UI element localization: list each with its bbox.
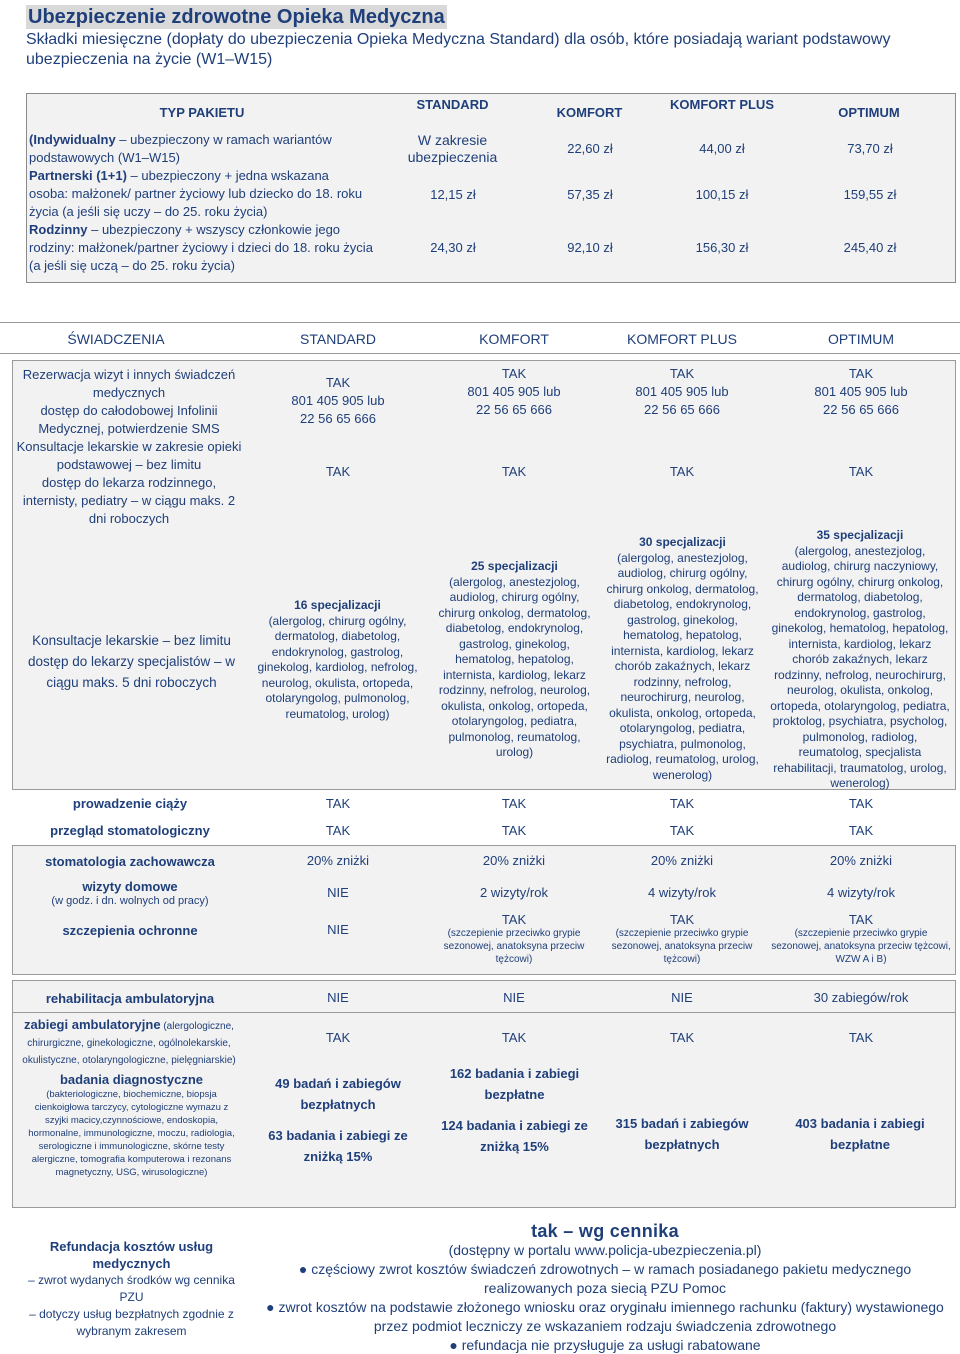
col-standard-header: STANDARD: [416, 97, 489, 112]
package-family: [29, 221, 374, 275]
price: 24,30 zł: [430, 240, 476, 255]
package-desc: – ubezpieczony w ramach wariantów podstawowych (W1–W15): [29, 132, 332, 165]
bad-label: [24, 1071, 239, 1179]
szcz-note: (szczepienie przeciwko grypie sezonowej, anatoksyna przeciw tężcowi): [611, 928, 753, 965]
bad-discount: 124 badania i zabiegi ze zniżką 15%: [441, 1118, 588, 1154]
spec-list: (alergolog, anestezjolog, audiolog, chirurg ogólny, chirurg onkolog, dermatolog, diabetolog, endokrynolog, gastrolog, ginekolog, hematolog, hepatolog, internista, kardiolog, lekarz chorób zakaźnych, lekarz rodzinny, nefrolog, neurochirurg, neurolog, okulista, onkolog, ortopeda, otolaryngolog, pediatra, psychiatra, pulmonolog, radiolog, reumatolog, urolog, wenerolog): [606, 550, 759, 782]
price: 245,40 zł: [843, 240, 897, 255]
tak: TAK: [501, 1030, 527, 1045]
ciaza-label: prowadzenie ciąży: [72, 796, 188, 811]
reh-label: rehabilitacja ambulatoryjna: [45, 991, 215, 1006]
zab-title: zabiegi ambulatoryjne: [24, 1017, 161, 1032]
col-komfort-plus-header: KOMFORT PLUS: [670, 97, 774, 112]
spec-desc: dostęp do lekarzy specjalistów – w ciągu maks. 5 dni roboczych: [27, 654, 236, 690]
page-subtitle: Składki miesięczne (dopłaty do ubezpieczenia Opieka Medyczna Standard) dla osób, które posiadają wariant podstawowy ubezpieczenia na życie (W1–W15): [26, 31, 891, 68]
komfort-phone: [424, 365, 604, 419]
rez-title: Rezerwacja wizyt i innych świadczeń medycznych: [22, 367, 236, 400]
nie: NIE: [671, 990, 693, 1005]
bad-free: 49 badań i zabiegów bezpłatnych: [275, 1076, 401, 1112]
rez-desc: dostęp do całodobowej Infolinii Medycznej, potwierdzenie SMS: [38, 403, 220, 436]
wiz-value: 4 wizyty/rok: [827, 885, 895, 900]
tak: TAK: [848, 464, 874, 479]
tak: TAK: [501, 366, 527, 381]
ref-bullet: ● zwrot kosztów na podstawie złożonego wniosku oraz oryginału imiennego rachunku (faktury) wystawionego przez podmiot leczniczy ze wskazaniem rodzaju świadczenia zdrowotnego: [266, 1299, 944, 1334]
tak: TAK: [669, 796, 695, 811]
tak: TAK: [848, 823, 874, 838]
ref-heading: tak – wg cennika: [531, 1221, 679, 1241]
nie: NIE: [327, 990, 349, 1005]
price: 22,60 zł: [567, 141, 613, 156]
phone-line: 801 405 905 lub: [291, 393, 385, 408]
tak: TAK: [501, 464, 527, 479]
stomat-label: przegląd stomatologiczny: [50, 823, 210, 838]
phone-line: 801 405 905 lub: [467, 384, 561, 399]
ref-title: Refundacja kosztów usług medycznych: [49, 1239, 214, 1271]
szcz-kplus: [592, 912, 772, 966]
spec-list: (alergolog, anestezjolog, audiolog, chirurg naczyniowy, chirurg ogólny, chirurg onkolog, dermatolog, diabetolog, endokrynolog, gastrolog, ginekolog, hematolog, hepatolog, internista, kardiolog, lekarz chorób zakaźnych, lekarz rodzinny, nefrolog, neurochirurg, neurolog, okulista, onkolog, ortopeda, otolaryngolog, pediatra, proktolog, psychiatra, psycholog, pulmonolog, radiolog, reumatolog, specjalista rehabilitacji, traumatolog, urolog, wenerolog): [770, 543, 950, 790]
ref-portal: (dostępny w portalu www.policja-ubezpieczenia.pl): [448, 1242, 762, 1258]
kons-desc: dostęp do lekarza rodzinnego, internisty, pediatry – w ciągu maks. 2 dni roboczych: [22, 475, 236, 526]
spec-count: 30 specjalizacji: [639, 535, 726, 549]
phone-line: 801 405 905 lub: [814, 384, 908, 399]
bad-kplus: 315 badań i zabiegów bezpłatnych: [615, 1116, 749, 1152]
nie: NIE: [327, 922, 349, 937]
wiz-sub: (w godz. i dn. wolnych od pracy): [51, 895, 209, 907]
spec-count: 16 specjalizacji: [294, 598, 381, 612]
spec-count: 25 specjalizacji: [471, 559, 558, 573]
tak: TAK: [669, 912, 695, 927]
tak: TAK: [848, 796, 874, 811]
spec-list: (alergolog, chirurg ogólny, dermatolog, diabetolog, endokrynolog, gastrolog, ginekolog, kardiolog, nefrolog, neurolog, okulista, ortopeda, otolaryngolog, pulmonolog, reumatolog, urolog): [257, 613, 418, 721]
spec-standard: [255, 598, 420, 722]
tak: TAK: [325, 823, 351, 838]
package-desc: – ubezpieczony + wszyscy członkowie jego rodziny: małżonek/partner życiowy i dzieci do 18. roku życia (a jeśli się uczą – do 25. roku życia): [29, 222, 373, 273]
wiz-value: 4 wizyty/rok: [648, 885, 716, 900]
zach-value: 20% zniżki: [306, 853, 370, 868]
tak: TAK: [501, 823, 527, 838]
zab-sub: (alergologiczne, chirurgiczne, ginekologiczne, ogólnolekarskie, okulistyczne, otolaryngologiczne, pielęgniarskie): [22, 1021, 236, 1066]
zach-value: 20% zniżki: [829, 853, 893, 868]
zach-value: 20% zniżki: [482, 853, 546, 868]
ref-bullet: ● refundacja nie przysługuje za usługi rabatowane: [449, 1337, 761, 1353]
spec-komfort: [432, 559, 597, 761]
spec-list: (alergolog, anestezjolog, audiolog, chirurg ogólny, chirurg onkolog, dermatolog, diabetolog, endokrynolog, gastrolog, ginekolog, hematolog, hepatolog, internista, kardiolog, lekarz rodzinny, nefrolog, neurolog, okulista, onkolog, ortopeda, otolaryngolog, pediatra, pulmonolog, reumatolog, urolog): [438, 574, 591, 759]
bad-optimum: 403 badania i zabiegi bezpłatne: [795, 1116, 925, 1152]
price: 100,15 zł: [695, 187, 749, 202]
zach-label: stomatologia zachowawcza: [45, 854, 215, 869]
benefits-header: [0, 322, 960, 354]
kplus-phone: [592, 365, 772, 419]
standard-phone: [248, 374, 428, 428]
phone-line: 22 56 65 666: [823, 402, 899, 417]
phone-line: 22 56 65 666: [476, 402, 552, 417]
col-komfort-header: KOMFORT: [556, 105, 623, 120]
spec-title: Konsultacje lekarskie – bez limitu: [32, 633, 231, 648]
packages-table: [26, 93, 956, 283]
szcz-note: (szczepienie przeciwko grypie sezonowej, anatoksyna przeciw tężcowi): [443, 928, 585, 965]
szcz-label: szczepienia ochronne: [62, 923, 198, 938]
price: 12,15 zł: [430, 187, 476, 202]
phone-line: 801 405 905 lub: [635, 384, 729, 399]
benefits-col: KOMFORT: [479, 331, 549, 347]
phone-line: 22 56 65 666: [644, 402, 720, 417]
spec-label: [24, 630, 239, 693]
nie: NIE: [327, 885, 349, 900]
page-title: Ubezpieczenie zdrowotne Opieka Medyczna: [28, 6, 445, 28]
bad-discount: 63 badania i zabiegi ze zniżką 15%: [268, 1128, 408, 1164]
price: 92,10 zł: [567, 240, 613, 255]
tak: TAK: [848, 1030, 874, 1045]
bad-free: 162 badania i zabiegi bezpłatne: [449, 1066, 580, 1102]
wiz-title: wizyty domowe: [82, 879, 178, 894]
szcz-komfort: [424, 912, 604, 966]
benefits-col: STANDARD: [300, 331, 376, 347]
col-type-header: TYP PAKIETU: [159, 105, 245, 120]
tak: TAK: [848, 366, 874, 381]
price: 156,30 zł: [695, 240, 749, 255]
bad-title: badania diagnostyczne: [59, 1072, 204, 1087]
tak: TAK: [325, 1030, 351, 1045]
spec-optimum: [770, 528, 950, 792]
ref-line: – dotyczy usług bezpłatnych zgodnie z wybranym zakresem: [29, 1307, 234, 1338]
tak: TAK: [325, 796, 351, 811]
price: 57,35 zł: [567, 187, 613, 202]
kons-title: Konsultacje lekarskie w zakresie opieki podstawowej – bez limitu: [16, 439, 242, 472]
nie: NIE: [503, 990, 525, 1005]
bad-komfort: [432, 1063, 597, 1157]
package-name: (Indywidualny: [29, 132, 116, 147]
bad-sub: (bakteriologiczne, biochemiczne, biopsja cienkoigłowa tarczycy, cytologiczne wymazu z szyjki macicy,czynnościowe, endoskopia, hormonalne, immunologiczne, moczu, radiologia, serologiczne i immunologiczne, skórne testy alergiczne, tomografia komputerowa i rezonans magnetyczny, USG, wirusologiczne): [28, 1089, 235, 1178]
ref-details: [255, 1222, 955, 1354]
col-optimum-header: OPTIMUM: [838, 105, 900, 120]
tak: TAK: [325, 464, 351, 479]
package-name: Rodzinny: [29, 222, 88, 237]
benefits-col: ŚWIADCZENIA: [67, 331, 165, 347]
szcz-optimum: [771, 912, 951, 966]
ref-line: – zwrot wydanych środków wg cennika PZU: [28, 1273, 235, 1304]
benefits-col: OPTIMUM: [827, 331, 895, 347]
szcz-note: (szczepienie przeciwko grypie sezonowej, anatoksyna przeciw tężcowi, WZW A i B): [771, 928, 951, 965]
tak: TAK: [669, 1030, 695, 1045]
reh-value: 30 zabiegów/rok: [813, 990, 909, 1005]
package-partner: [29, 167, 369, 221]
phone-line: 22 56 65 666: [300, 411, 376, 426]
zab-label: [14, 1017, 244, 1068]
standard-note: W zakresie ubezpieczenia: [407, 132, 498, 165]
wiz-value: 2 wizyty/rok: [480, 885, 548, 900]
tak: TAK: [669, 823, 695, 838]
package-individual: [29, 131, 369, 167]
price: 44,00 zł: [699, 141, 745, 156]
spec-count: 35 specjalizacji: [816, 528, 904, 542]
tak: TAK: [325, 375, 351, 390]
ref-label: [24, 1238, 239, 1340]
package-name: Partnerski (1+1): [29, 168, 127, 183]
package-desc: – ubezpieczony + jedna wskazana osoba: małżonek/ partner życiowy lub dziecko do 18. roku życia (a jeśli się uczy – do 25. roku życia): [29, 168, 363, 219]
price: 159,55 zł: [843, 187, 897, 202]
tak: TAK: [669, 464, 695, 479]
ref-bullet: ● częściowy zwrot kosztów świadczeń zdrowotnych – w ramach posiadanego pakietu medycznego realizowanych poza siecią PZU Pomoc: [298, 1261, 912, 1296]
tak: TAK: [669, 366, 695, 381]
tak: TAK: [501, 912, 527, 927]
price: 73,70 zł: [847, 141, 893, 156]
optimum-phone: [771, 365, 951, 419]
spec-kplus: [600, 535, 765, 783]
kons-label: [14, 438, 244, 528]
wiz-label: [30, 879, 230, 909]
zach-value: 20% zniżki: [650, 853, 714, 868]
benefits-col: KOMFORT PLUS: [627, 331, 737, 347]
rez-label: [14, 366, 244, 438]
tak: TAK: [848, 912, 874, 927]
tak: TAK: [501, 796, 527, 811]
bad-standard: [258, 1073, 418, 1167]
